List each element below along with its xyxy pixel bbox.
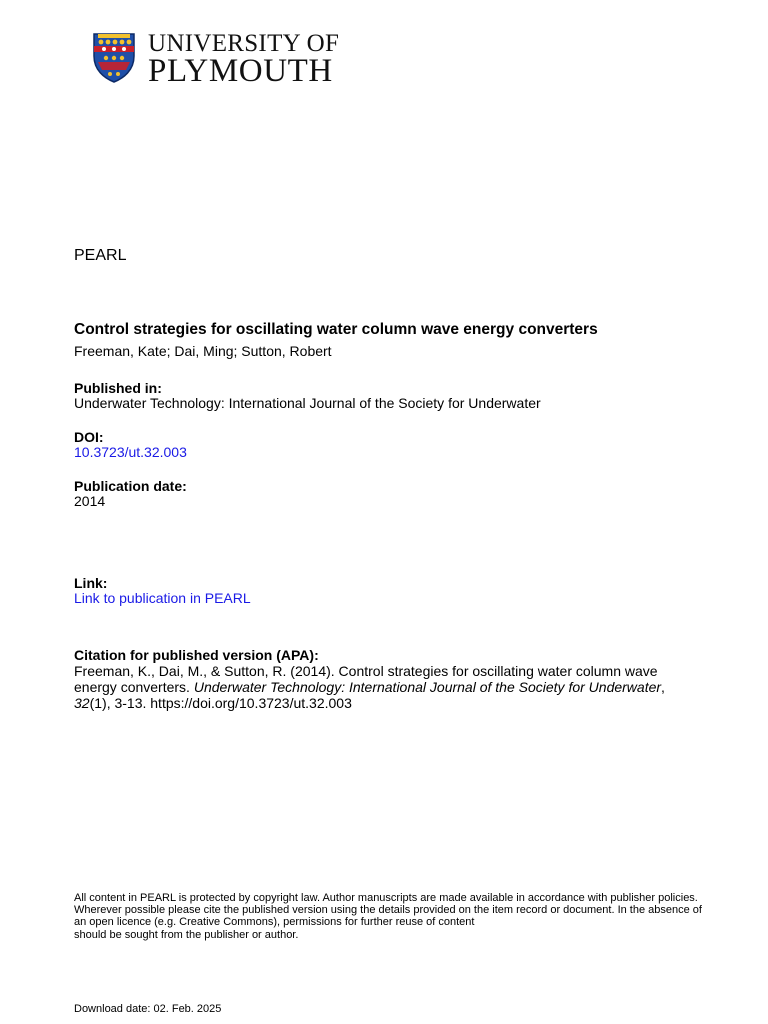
citation-separator: , bbox=[661, 679, 665, 695]
citation-text bbox=[74, 663, 704, 711]
published-in-value: Underwater Technology: International Journal of the Society for Underwater bbox=[74, 395, 541, 411]
publication-date-section bbox=[74, 479, 187, 509]
publication-date-value: 2014 bbox=[74, 493, 106, 509]
citation-journal: Underwater Technology: International Journal of the Society for Underwater bbox=[193, 679, 662, 695]
university-crest-icon bbox=[92, 32, 136, 84]
published-in-section bbox=[74, 381, 541, 411]
wordmark-line-2: PLYMOUTH bbox=[148, 53, 333, 89]
doi-section bbox=[74, 430, 187, 460]
citation-text-before: Freeman, K., Dai, M., & Sutton, R. (2014). Control strategies for oscillating water column wave energy converters. bbox=[74, 663, 658, 695]
copyright-notice-line-2: should be sought from the publisher or author. bbox=[74, 928, 299, 941]
publication-date-label: Publication date: bbox=[74, 478, 187, 494]
link-label: Link: bbox=[74, 575, 108, 591]
citation-label: Citation for published version (APA): bbox=[74, 647, 319, 663]
citation-volume: 32 bbox=[74, 695, 90, 711]
repository-name: PEARL bbox=[74, 247, 127, 264]
document-title: Control strategies for oscillating water column wave energy converters bbox=[74, 321, 598, 338]
doi-link[interactable]: 10.3723/ut.32.003 bbox=[74, 444, 187, 460]
authors: Freeman, Kate; Dai, Ming; Sutton, Robert bbox=[74, 343, 332, 359]
copyright-notice-line-1: All content in PEARL is protected by copyright law. Author manuscripts are made available in accordance with publisher policies. Wherever possible please cite the published version using the details provided on the item record or document. In the absence of an open licence (e.g. Creative Commons), permissions for further reuse of content bbox=[74, 892, 702, 929]
wordmark-line-1: UNIVERSITY OF bbox=[148, 30, 340, 57]
download-date: Download date: 02. Feb. 2025 bbox=[74, 1003, 222, 1015]
published-in-label: Published in: bbox=[74, 380, 162, 396]
university-wordmark bbox=[148, 30, 340, 89]
citation-text-after: (1), 3-13. https://doi.org/10.3723/ut.32.003 bbox=[89, 695, 352, 711]
copyright-notice bbox=[74, 892, 714, 941]
pearl-publication-link[interactable]: Link to publication in PEARL bbox=[74, 590, 251, 606]
university-logo bbox=[92, 30, 340, 89]
link-section bbox=[74, 576, 251, 606]
citation-section bbox=[74, 648, 704, 711]
doi-label: DOI: bbox=[74, 429, 104, 445]
